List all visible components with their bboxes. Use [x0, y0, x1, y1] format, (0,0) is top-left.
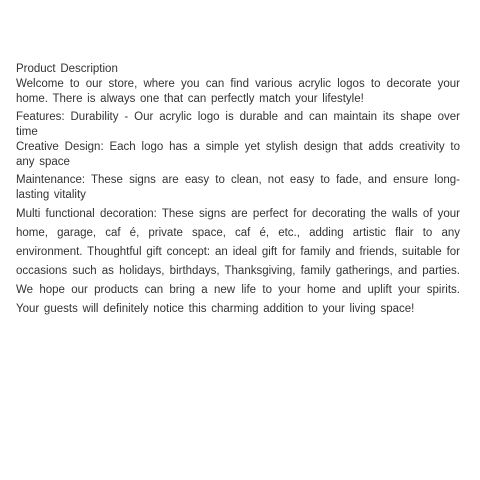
creative-design-paragraph: Creative Design: Each logo has a simple yet stylish design that adds creativity to any space [16, 141, 460, 168]
features-paragraph: Features: Durability - Our acrylic logo is durable and can maintain its shape over time [16, 111, 460, 138]
description-title: Product Description [16, 63, 118, 75]
maintenance-paragraph: Maintenance: These signs are easy to clean, not easy to fade, and ensure long-lasting vitality [16, 174, 460, 201]
product-description [16, 61, 460, 319]
welcome-paragraph: Welcome to our store, where you can find various acrylic logos to decorate your home. There is always one that can perfectly match your lifestyle! [16, 78, 460, 105]
decoration-paragraph: Multi functional decoration: These signs are perfect for decorating the walls of your home, garage, caf é, private space, caf é, etc., adding artistic flair to any environment. Thoughtful gift concept: an ideal gift for family and friends, suitable for occasions such as holidays, birthdays, Thanksgiving, family gatherings, and parties. We hope our products can bring a new life to your home and uplift your spirits. Your guests will definitely notice this charming addition to your living space! [16, 208, 460, 315]
